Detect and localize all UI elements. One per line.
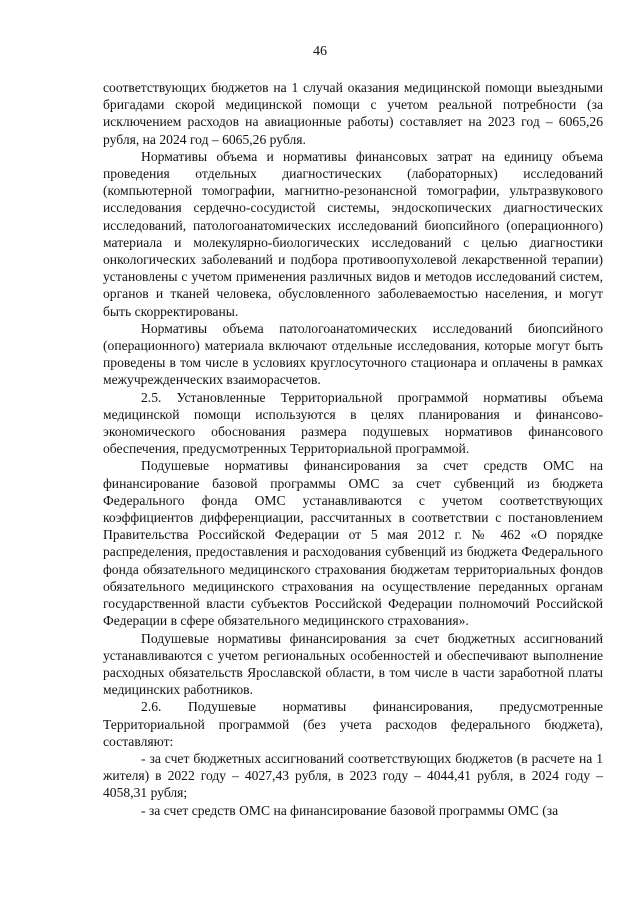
paragraph-continuation: соответствующих бюджетов на 1 случай оказания медицинской помощи выездными бригадами скорой медицинской помощи с учетом реальной потребности (за исключением расходов на авиационные работы) составляет на 2023 год – 6065,26 рубля, на 2024 год – 6065,26 рубля. (103, 80, 603, 147)
paragraph-oms-per-capita: Подушевые нормативы финансирования за счет средств ОМС на финансирование базовой программы ОМС за счет субвенций из бюджета Федерального фонда ОМС устанавливаются с учетом соответствующих коэффициентов дифференциации, рассчитанных в соответствии с постановлением Правительства Российской Федерации от 5 мая 2012 г. № 462 «О порядке распределения, предоставления и расходования субвенций из бюджета Федерального фонда обязательного медицинского страхования бюджетам территориальных фондов обязательного медицинского страхования на осуществление переданных органам государственной власти субъектов Российской Федерации полномочий Российской Федерации в сфере обязательного медицинского страхования». (103, 458, 603, 629)
paragraph-budget-per-capita: Подушевые нормативы финансирования за счет бюджетных ассигнований устанавливаются с учетом региональных особенностей и обеспечивают выполнение расходных обязательств Ярославской области, в том числе в части заработной платы медицинских работников. (103, 630, 603, 698)
list-item-budget: - за счет бюджетных ассигнований соответствующих бюджетов (в расчете на 1 жителя) в 2022 году – 4027,43 рубля, в 2023 году – 4044,41 рубля, в 2024 году – 4058,31 рубля; (103, 750, 603, 801)
paragraph-section-2-6: 2.6. Подушевые нормативы финансирования, предусмотренные Территориальной программой (без учета расходов федерального бюджета), составляют: (103, 699, 603, 749)
paragraph-pathology-standards: Нормативы объема патологоанатомических исследований биопсийного (операционного) материала включают отдельные исследования, которые могут быть проведены в том числе в условиях круглосуточного стационара и оплачены в рамках межучрежденческих взаиморасчетов. (103, 320, 603, 388)
list-item-oms: - за счет средств ОМС на финансирование базовой программы ОМС (за (141, 802, 559, 818)
paragraph-section-2-5: 2.5. Установленные Территориальной программой нормативы объема медицинской помощи используются в целях планирования и финансово-экономического обоснования размера подушевых нормативов финансового обеспечения, предусмотренных Территориальной программой. (103, 389, 603, 457)
paragraph-diagnostic-standards: Нормативы объема и нормативы финансовых затрат на единицу объема проведения отдельных диагностических (лабораторных) исследований (компьютерной томографии, магнитно-резонансной томографии, ультразвукового исследования сердечно-сосудистой системы, эндоскопических диагностических исследований, патологоанатомических исследований биопсийного (операционного) материала и молекулярно-биологических исследований с целью диагностики онкологических заболеваний и подбора противоопухолевой лекарственной терапии) установлены с учетом применения различных видов и методов исследований систем, органов и тканей человека, обусловленного заболеваемостью населения, и могут быть скорректированы. (103, 148, 603, 319)
page-number: 46 (313, 44, 327, 59)
document-body (103, 79, 603, 819)
